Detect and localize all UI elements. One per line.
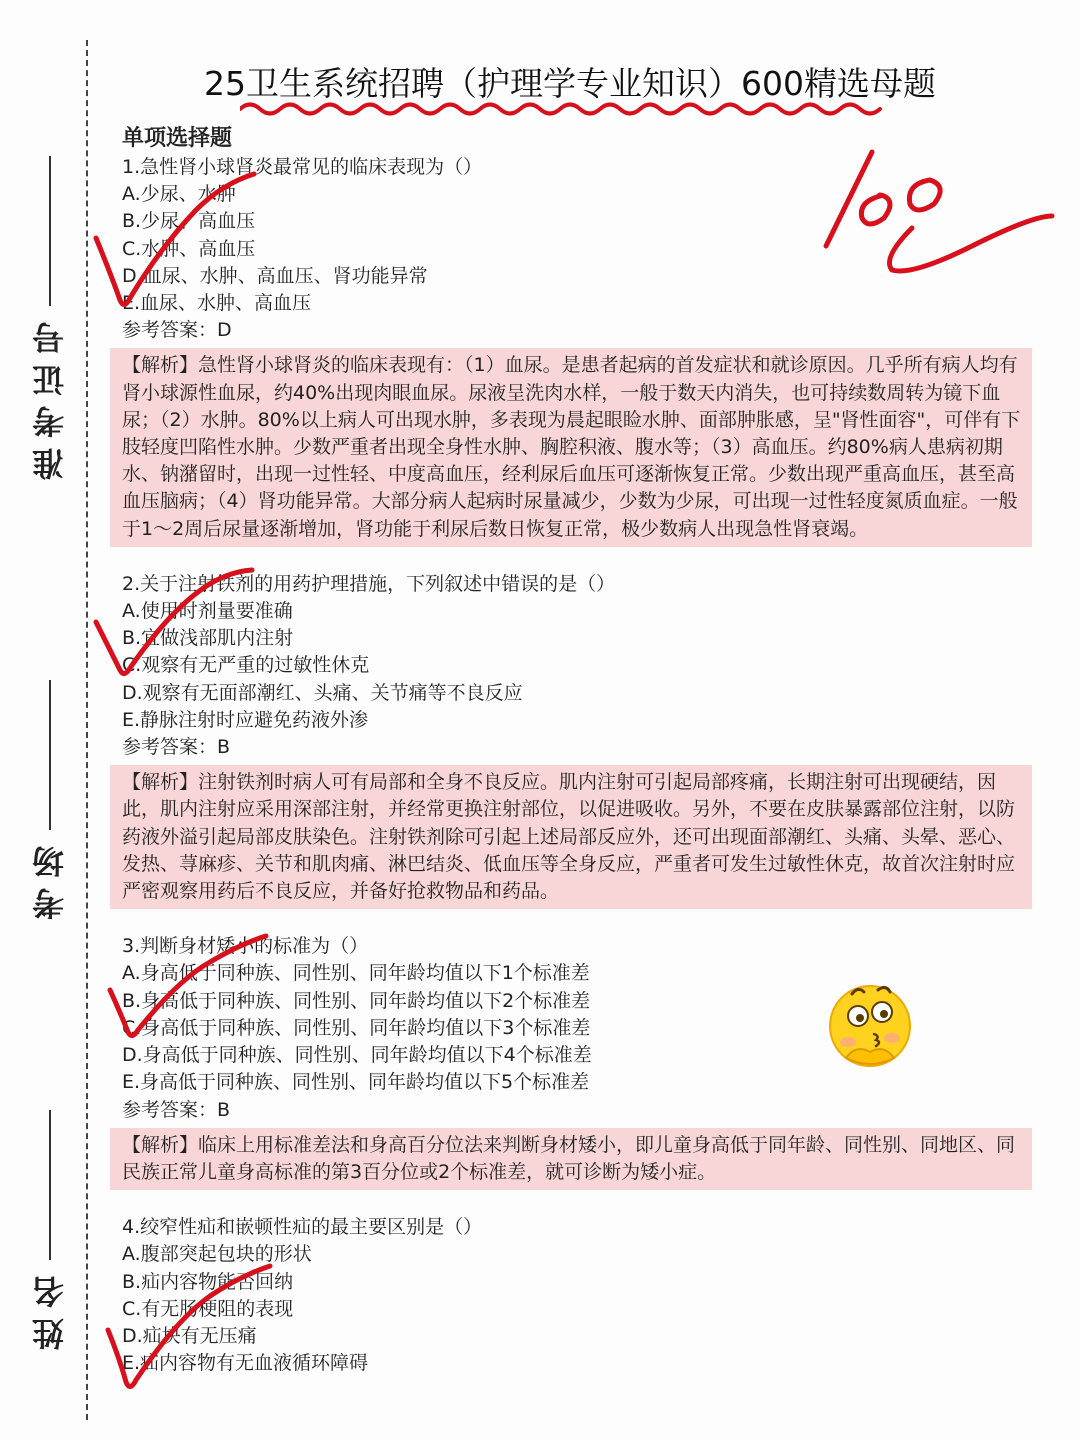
question-1	[122, 154, 1032, 547]
option-d: D.观察有无面部潮红、头痛、关节痛等不良反应	[122, 681, 523, 704]
question-stem: 2.关于注射铁剂的用药护理措施，下列叙述中错误的是（）	[122, 572, 616, 595]
question-stem: 3.判断身材矮小的标准为（）	[122, 935, 369, 958]
binding-dashed-line	[86, 40, 88, 1420]
option-a: A.身高低于同种族、同性别、同年龄均值以下1个标准差	[122, 962, 590, 985]
name-underline	[49, 1110, 51, 1260]
question-stem: 4.绞窄性疝和嵌顿性疝的最主要区别是（）	[122, 1216, 483, 1239]
exam-room-underline	[49, 680, 51, 830]
option-d: D.疝块有无压痛	[122, 1324, 257, 1347]
page-title: 25卫生系统招聘（护理学专业知识）600精选母题	[204, 64, 936, 103]
ticket-number-field	[28, 150, 72, 480]
ticket-number-label: 准考证号	[31, 312, 69, 480]
thinking-emoji-icon	[824, 980, 916, 1072]
exam-content	[122, 124, 1032, 1377]
explanation-box: 【解析】注射铁剂时病人可有局部和全身不良反应。肌内注射可引起局部疼痛，长期注射可出现硬结，因此，肌内注射应采用深部注射，并经常更换注射部位，以促进吸收。另外，不要在皮肤暴露部位注射，以防药液外溢引起局部皮肤染色。注射铁剂除可引起上述局部反应外，还可出现面部潮红、头痛、头晕、恶心、发热、荨麻疹、关节和肌肉痛、淋巴结炎、低血压等全身反应，严重者可发生过敏性休克，故首次注射时应严密观察用药后不良反应，并备好抢救物品和药品。	[110, 765, 1032, 909]
option-e: E.静脉注射时应避免药液外渗	[122, 708, 369, 731]
option-d: D.身高低于同种族、同性别、同年龄均值以下4个标准差	[122, 1044, 592, 1067]
option-b: B.身高低于同种族、同性别、同年龄均值以下2个标准差	[122, 989, 591, 1012]
name-label: 姓名	[31, 1266, 69, 1350]
answer: 参考答案：D	[122, 319, 232, 342]
ticket-number-underline	[49, 156, 51, 306]
option-a: A.腹部突起包块的形状	[122, 1243, 312, 1266]
exam-room-field	[28, 660, 72, 920]
option-c: C.水肿、高血压	[122, 237, 256, 260]
option-d: D.血尿、水肿、高血压、肾功能异常	[122, 264, 428, 287]
option-b: B.少尿、高血压	[122, 210, 256, 233]
section-title: 单项选择题	[122, 126, 233, 151]
option-e: E.身高低于同种族、同性别、同年龄均值以下5个标准差	[122, 1071, 590, 1094]
option-c: C.观察有无严重的过敏性休克	[122, 654, 370, 677]
answer: 参考答案：B	[122, 736, 231, 759]
option-e: E.疝内容物有无血液循环障碍	[122, 1352, 369, 1375]
exam-room-label: 考场	[31, 836, 69, 920]
explanation-box: 【解析】急性肾小球肾炎的临床表现有：（1）血尿。是患者起病的首发症状和就诊原因。几乎所有病人均有肾小球源性血尿，约40%出现肉眼血尿。尿液呈洗肉水样，一般于数天内消失，也可持续数周转为镜下血尿；（2）水肿。80%以上病人可出现水肿，多表现为晨起眼睑水肿、面部肿胀感，呈"肾性面容"，可伴有下肢轻度凹陷性水肿。少数严重者出现全身性水肿、胸腔积液、腹水等；（3）高血压。约80%病人患病初期水、钠潴留时，出现一过性轻、中度高血压，经利尿后血压可逐渐恢复正常。少数出现严重高血压，甚至高血压脑病；（4）肾功能异常。大部分病人起病时尿量减少，少数为少尿，可出现一过性轻度氮质血症。一般于1～2周后尿量逐渐增加，肾功能于利尿后数日恢复正常，极少数病人出现急性肾衰竭。	[110, 348, 1032, 546]
answer: 参考答案：B	[122, 1098, 231, 1121]
option-e: E.血尿、水肿、高血压	[122, 292, 312, 315]
option-a: A.少尿、水肿	[122, 183, 236, 206]
option-b: B.宜做浅部肌内注射	[122, 627, 294, 650]
question-4	[122, 1214, 1032, 1377]
question-2	[122, 571, 1032, 909]
name-field	[28, 1090, 72, 1350]
option-a: A.使用时剂量要准确	[122, 600, 293, 623]
title-wavy-underline	[240, 98, 890, 120]
question-stem: 1.急性肾小球肾炎最常见的临床表现为（）	[122, 156, 483, 178]
explanation-box: 【解析】临床上用标准差法和身高百分位法来判断身材矮小，即儿童身高低于同年龄、同性别、同地区、同民族正常儿童身高标准的第3百分位或2个标准差，就可诊断为矮小症。	[110, 1128, 1032, 1190]
option-c: C.有无肠梗阻的表现	[122, 1297, 294, 1320]
option-b: B.疝内容物能否回纳	[122, 1270, 294, 1293]
option-c: C.身高低于同种族、同性别、同年龄均值以下3个标准差	[122, 1016, 591, 1039]
